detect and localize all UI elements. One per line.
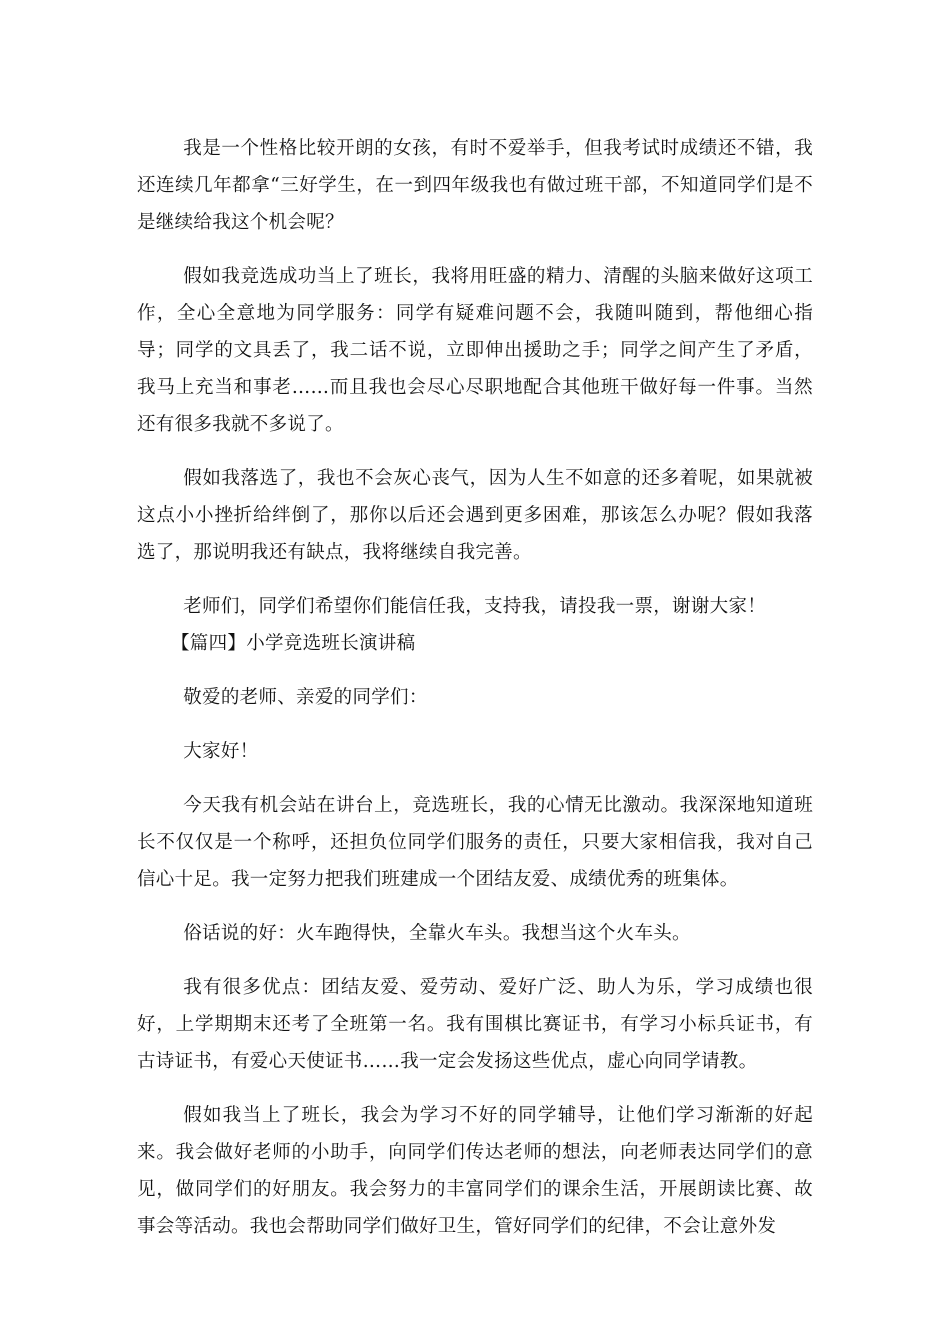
paragraph-5: 今天我有机会站在讲台上，竞选班长，我的心情无比激动。我深深地知道班长不仅仅是一个称呼，还担负位同学们服务的责任，只要大家相信我，我对自己信心十足。我一定努力把我们班建成一个团结友爱、成绩优秀的班集体。 — [137, 795, 813, 890]
paragraph-2: 假如我竞选成功当上了班长，我将用旺盛的精力、清醒的头脑来做好这项工作，全心全意地为同学服务：同学有疑难问题不会，我随叫随到，帮他细心指导；同学的文具丢了，我二话不说，立即伸出援助之手；同学之间产生了矛盾，我马上充当和事老……而且我也会尽心尽职地配合其他班干做好每一件事。当然还有很多我就不多说了。 — [137, 266, 813, 435]
paragraph-1: 我是一个性格比较开朗的女孩，有时不爱举手，但我考试时成绩还不错，我还连续几年都拿“三好学生，在一到四年级我也有做过班干部，不知道同学们是不是继续给我这个机会呢？ — [137, 138, 813, 233]
paragraph-8: 假如我当上了班长，我会为学习不好的同学辅导，让他们学习渐渐的好起来。我会做好老师的小助手，向同学们传达老师的想法，向老师表达同学们的意见，做同学们的好朋友。我会努力的丰富同学们的课余生活，开展朗读比赛、故事会等活动。我也会帮助同学们做好卫生，管好同学们的纪律，不会让意外发 — [137, 1105, 813, 1237]
paragraph-4: 老师们，同学们希望你们能信任我，支持我，请投我一票，谢谢大家！ — [183, 596, 767, 617]
section-heading: 【篇四】小学竞选班长演讲稿 — [171, 633, 416, 654]
document-page — [137, 130, 813, 1245]
greeting-line: 敬爱的老师、亲爱的同学们： — [183, 687, 428, 708]
hello-line: 大家好！ — [183, 741, 259, 762]
paragraph-6: 俗话说的好：火车跑得快，全靠火车头。我想当这个火车头。 — [183, 923, 691, 944]
paragraph-7: 我有很多优点：团结友爱、爱劳动、爱好广泛、助人为乐，学习成绩也很好，上学期期末还考了全班第一名。我有围棋比赛证书，有学习小标兵证书，有古诗证书，有爱心天使证书……我一定会发扬这些优点，虚心向同学请教。 — [137, 977, 813, 1072]
paragraph-3: 假如我落选了，我也不会灰心丧气，因为人生不如意的还多着呢，如果就被这点小小挫折给绊倒了，那你以后还会遇到更多困难，那该怎么办呢？假如我落选了，那说明我还有缺点，我将继续自我完善。 — [137, 468, 813, 563]
